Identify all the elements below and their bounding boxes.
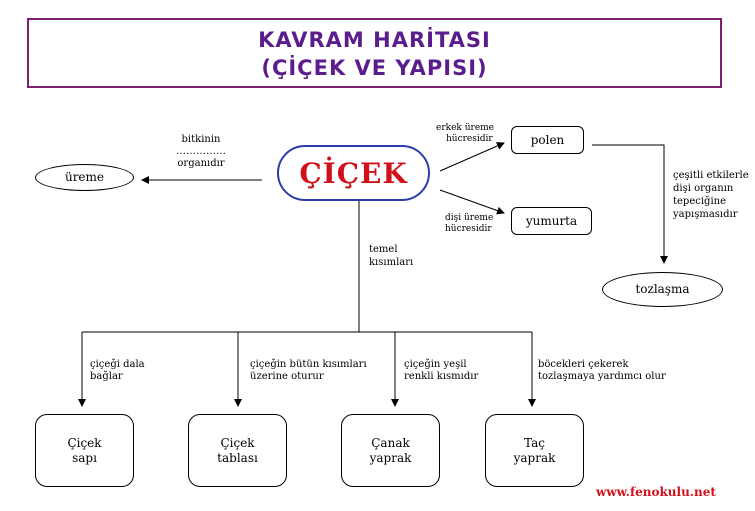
edge-label-tozlasma <box>673 169 749 221</box>
edge-to-tozlasma <box>592 145 664 263</box>
node-yumurta <box>511 207 592 235</box>
edge-label-temel-line-1: temel <box>369 244 398 255</box>
edge-label-temel <box>369 243 413 269</box>
edge-label-tac-line-1: böcekleri çekerek <box>538 359 629 370</box>
edge-label-ureme-line-3: organıdır <box>177 158 225 169</box>
node-yumurta-label: yumurta <box>525 213 578 228</box>
center-label: ÇİÇEK <box>299 156 408 190</box>
edge-label-yumurta-line-2: hücresidir <box>445 224 492 234</box>
title-line-2: (ÇİÇEK VE YAPISI) <box>261 56 488 80</box>
edge-to-yumurta <box>440 190 504 213</box>
edge-to-polen <box>440 143 504 171</box>
edge-label-tabla <box>250 359 367 383</box>
edge-label-polen-line-2: hücresidir <box>446 134 493 144</box>
edge-label-tozlasma-line-3: tepeciğine <box>673 196 727 207</box>
title-line-1: KAVRAM HARİTASI <box>258 28 491 52</box>
edge-label-ureme-line-2: …………… <box>176 146 226 157</box>
node-cicek-sapi <box>35 414 134 487</box>
edge-label-canak <box>404 359 478 383</box>
node-tozlasma <box>602 272 723 307</box>
node-cicek-tablasi <box>188 414 287 487</box>
edge-label-polen <box>436 123 494 145</box>
edge-label-canak-line-2: renkli kısmıdır <box>404 371 479 382</box>
node-ureme <box>35 164 134 191</box>
node-polen <box>511 126 584 154</box>
edge-label-yumurta <box>445 213 493 235</box>
node-polen-label: polen <box>530 132 565 147</box>
edge-label-sap <box>90 359 145 383</box>
edge-label-yumurta-line-1: dişi üreme <box>445 213 494 223</box>
node-cicek-sapi-line-2: sapı <box>72 450 97 465</box>
edge-label-tabla-line-1: çiçeğin bütün kısımları <box>250 359 367 370</box>
node-canak-yaprak-line-1: Çanak <box>371 435 410 450</box>
edge-label-sap-line-2: bağlar <box>90 371 123 382</box>
node-tac-yaprak-line-1: Taç <box>524 435 545 450</box>
edge-label-tozlasma-line-2: dişi organın <box>673 183 734 194</box>
node-ureme-label: üreme <box>64 170 105 184</box>
footer-url: www.fenokulu.net <box>596 485 716 499</box>
node-tozlasma-label: tozlaşma <box>635 282 690 296</box>
node-tac-yaprak <box>485 414 584 487</box>
node-canak-yaprak-line-2: yaprak <box>369 450 412 465</box>
edge-label-ureme <box>176 134 226 170</box>
edge-label-tozlasma-line-4: yapışmasıdır <box>673 209 738 220</box>
edge-label-polen-line-1: erkek üreme <box>436 123 495 133</box>
edge-label-temel-line-2: kısımları <box>369 257 414 268</box>
edge-label-ureme-line-1: bitkinin <box>181 134 221 145</box>
node-cicek-tablasi-line-1: Çiçek <box>220 435 255 450</box>
edge-label-tac <box>538 359 666 383</box>
edge-label-tozlasma-line-1: çeşitli etkilerle <box>673 170 749 181</box>
edge-label-tac-line-2: tozlaşmaya yardımcı olur <box>538 371 666 382</box>
node-cicek-tablasi-line-2: tablası <box>217 450 258 465</box>
node-tac-yaprak-line-2: yaprak <box>513 450 556 465</box>
edge-label-canak-line-1: çiçeğin yeşil <box>404 359 467 370</box>
node-cicek-sapi-line-1: Çiçek <box>67 435 102 450</box>
center-node-cicek <box>277 145 430 201</box>
edge-label-tabla-line-2: üzerine oturur <box>250 371 324 382</box>
node-canak-yaprak <box>341 414 440 487</box>
edge-label-sap-line-1: çiçeği dala <box>90 359 145 370</box>
